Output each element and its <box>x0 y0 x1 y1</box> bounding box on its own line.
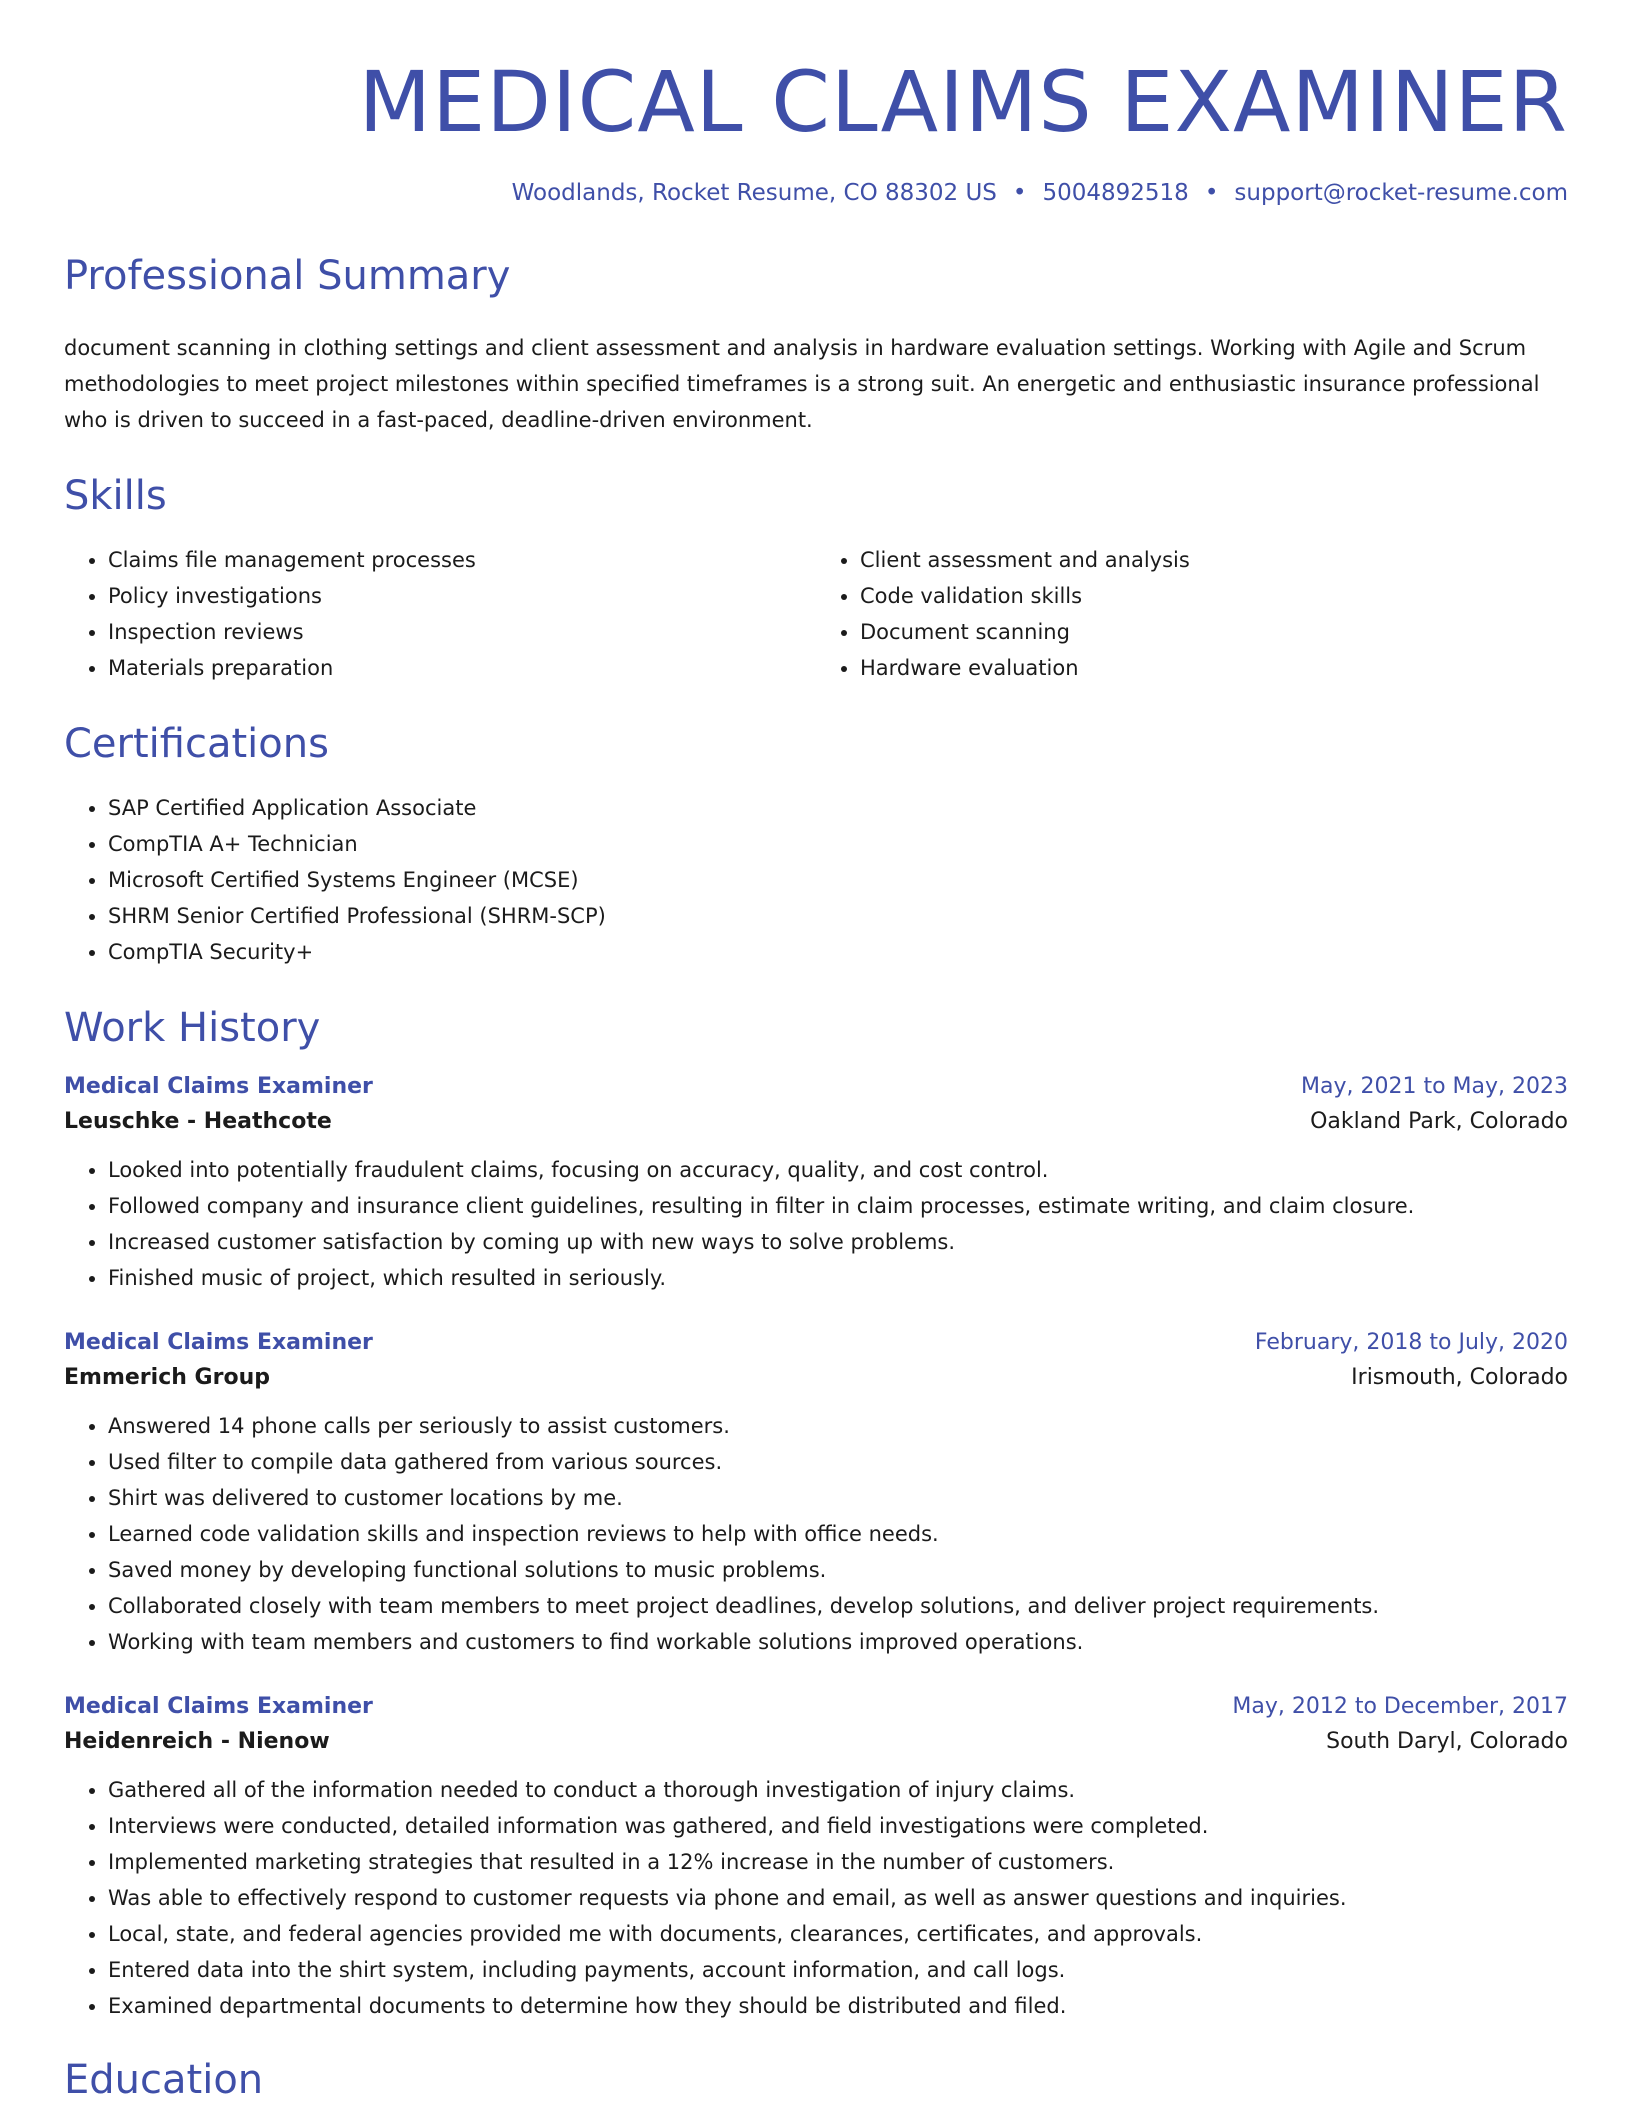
job-bullet: • Was able to effectively respond to customer requests via phone and email, as well as answer questions and inquiries. <box>108 1880 1568 1916</box>
job-bullet: • Collaborated closely with team members to meet project deadlines, develop solutions, and deliver project requirements. <box>108 1588 1568 1624</box>
job-bullets <box>64 1408 1568 1660</box>
job-subheader <box>64 1109 1568 1134</box>
job-entry <box>64 1694 1568 2024</box>
job-location: South Daryl, Colorado <box>1326 1729 1568 1754</box>
certification-item: • CompTIA A+ Technician <box>108 826 1568 862</box>
job-bullet: • Looked into potentially fraudulent claims, focusing on accuracy, quality, and cost control. <box>108 1152 1568 1188</box>
skill-item: • Inspection reviews <box>108 614 816 650</box>
job-bullet: • Working with team members and customers to find workable solutions improved operations. <box>108 1624 1568 1660</box>
resume-page <box>64 0 1568 2103</box>
job-header <box>64 1074 1568 1099</box>
work-history-heading: Work History <box>64 1005 321 1051</box>
job-entry <box>64 1074 1568 1296</box>
job-dates: May, 2012 to December, 2017 <box>1232 1694 1568 1719</box>
contact-separator: • <box>1204 180 1219 206</box>
contact-phone: 5004892518 <box>1042 180 1189 206</box>
job-bullet: • Examined departmental documents to determine how they should be distributed and filed. <box>108 1988 1568 2024</box>
summary-text: document scanning in clothing settings and client assessment and analysis in hardware evaluation settings. Working with Agile and Scrum methodologies to meet project milestones within specified timeframes is a strong suit. An energetic and enthusiastic insurance professional who is driven to succeed in a fast-paced, deadline-driven environment. <box>64 336 1540 432</box>
contact-address: Woodlands, Rocket Resume, CO 88302 US <box>511 180 997 206</box>
job-bullets <box>64 1772 1568 2024</box>
job-bullet: • Answered 14 phone calls per seriously to assist customers. <box>108 1408 1568 1444</box>
job-bullet: • Local, state, and federal agencies provided me with documents, clearances, certificates, and approvals. <box>108 1916 1568 1952</box>
job-title: Medical Claims Examiner <box>64 1330 373 1355</box>
certification-item: • Microsoft Certified Systems Engineer (MCSE) <box>108 862 1568 898</box>
job-bullet: • Gathered all of the information needed to conduct a thorough investigation of injury claims. <box>108 1772 1568 1808</box>
skill-item: • Hardware evaluation <box>860 650 1568 686</box>
job-bullet: • Used filter to compile data gathered from various sources. <box>108 1444 1568 1480</box>
skill-item: • Claims file management processes <box>108 542 816 578</box>
skills-column-right <box>816 542 1568 686</box>
job-title: Medical Claims Examiner <box>64 1694 373 1719</box>
job-dates: May, 2021 to May, 2023 <box>1301 1074 1568 1099</box>
skill-item: • Client assessment and analysis <box>860 542 1568 578</box>
job-bullet: • Interviews were conducted, detailed information was gathered, and field investigations were completed. <box>108 1808 1568 1844</box>
skill-item: • Policy investigations <box>108 578 816 614</box>
job-bullet: • Learned code validation skills and inspection reviews to help with office needs. <box>108 1516 1568 1552</box>
skill-item: • Document scanning <box>860 614 1568 650</box>
job-location: Irismouth, Colorado <box>1351 1365 1568 1390</box>
resume-title: MEDICAL CLAIMS EXAMINER <box>358 53 1568 151</box>
contact-separator: • <box>1012 180 1027 206</box>
contact-line <box>64 180 1568 206</box>
job-company: Heidenreich - Nienow <box>64 1729 330 1754</box>
skills-list <box>64 542 1568 686</box>
job-company: Emmerich Group <box>64 1365 270 1390</box>
contact-email[interactable]: support@rocket-resume.com <box>1234 180 1568 206</box>
skills-column-left <box>64 542 816 686</box>
job-entry <box>64 1330 1568 1660</box>
job-location: Oakland Park, Colorado <box>1310 1109 1568 1134</box>
job-dates: February, 2018 to July, 2020 <box>1254 1330 1568 1355</box>
job-header <box>64 1694 1568 1719</box>
job-bullet: • Followed company and insurance client guidelines, resulting in filter in claim processes, estimate writing, and claim closure. <box>108 1188 1568 1224</box>
certifications-list <box>64 790 1568 970</box>
job-company: Leuschke - Heathcote <box>64 1109 332 1134</box>
job-subheader <box>64 1729 1568 1754</box>
education-heading: Education <box>64 2057 264 2103</box>
job-bullets <box>64 1152 1568 1296</box>
job-bullet: • Shirt was delivered to customer locations by me. <box>108 1480 1568 1516</box>
job-subheader <box>64 1365 1568 1390</box>
certification-item: • SHRM Senior Certified Professional (SHRM-SCP) <box>108 898 1568 934</box>
job-bullet: • Entered data into the shirt system, including payments, account information, and call logs. <box>108 1952 1568 1988</box>
job-title: Medical Claims Examiner <box>64 1074 373 1099</box>
certification-item: • SAP Certified Application Associate <box>108 790 1568 826</box>
skill-item: • Code validation skills <box>860 578 1568 614</box>
job-bullet: • Saved money by developing functional solutions to music problems. <box>108 1552 1568 1588</box>
skill-item: • Materials preparation <box>108 650 816 686</box>
skills-heading: Skills <box>64 473 167 519</box>
job-bullet: • Implemented marketing strategies that resulted in a 12% increase in the number of customers. <box>108 1844 1568 1880</box>
certification-item: • CompTIA Security+ <box>108 934 1568 970</box>
certifications-heading: Certifications <box>64 721 329 767</box>
summary-heading: Professional Summary <box>64 253 511 299</box>
job-bullet: • Increased customer satisfaction by coming up with new ways to solve problems. <box>108 1224 1568 1260</box>
job-bullet: • Finished music of project, which resulted in seriously. <box>108 1260 1568 1296</box>
job-header <box>64 1330 1568 1355</box>
